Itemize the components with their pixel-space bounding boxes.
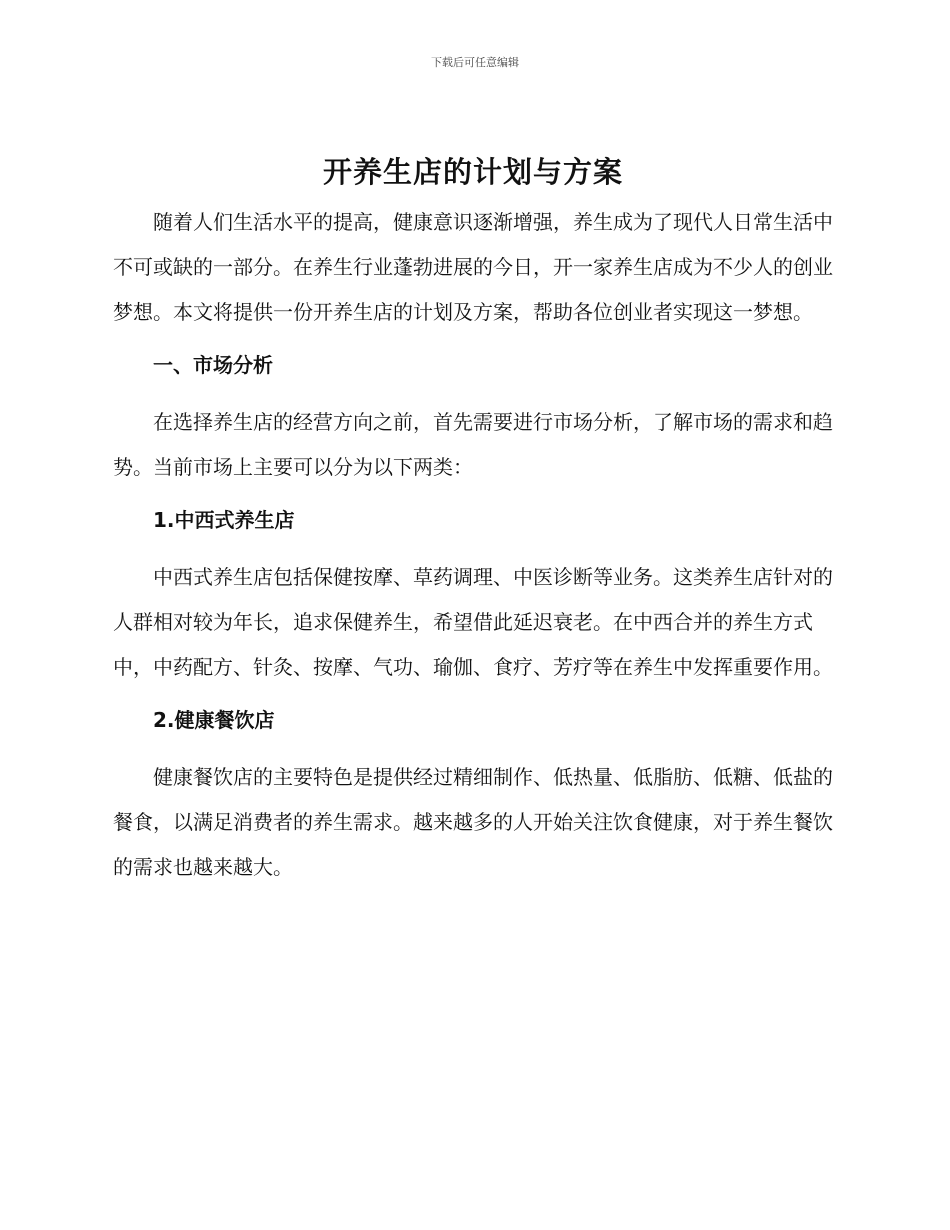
subsection-heading-chinese-western: 1.中西式养生店 [153, 508, 295, 532]
chinese-western-paragraph: 中西式养生店包括保健按摩、草药调理、中医诊断等业务。这类养生店针对的人群相对较为年长，追求保健养生，希望借此延迟衰老。在中西合并的养生方式中，中药配方、针灸、按摩、气功、瑜伽、食疗、芳疗等在养生中发挥重要作用。 [113, 565, 833, 679]
document-title: 开养生店的计划与方案 [322, 155, 623, 189]
section-heading-market-analysis: 一、市场分析 [153, 353, 273, 377]
intro-paragraph: 随着人们生活水平的提高，健康意识逐渐增强，养生成为了现代人日常生活中不可或缺的一部分。在养生行业蓬勃进展的今日，开一家养生店成为不少人的创业梦想。本文将提供一份开养生店的计划及方案，帮助各位创业者实现这一梦想。 [113, 210, 833, 324]
healthy-dining-paragraph: 健康餐饮店的主要特色是提供经过精细制作、低热量、低脂肪、低糖、低盐的餐食，以满足消费者的养生需求。越来越多的人开始关注饮食健康，对于养生餐饮的需求也越来越大。 [113, 765, 833, 879]
page-header-note: 下载后可任意编辑 [431, 56, 519, 69]
market-analysis-paragraph: 在选择养生店的经营方向之前，首先需要进行市场分析，了解市场的需求和趋势。当前市场上主要可以分为以下两类： [113, 410, 833, 479]
subsection-heading-healthy-dining: 2.健康餐饮店 [153, 708, 275, 732]
document-body [113, 150, 833, 890]
